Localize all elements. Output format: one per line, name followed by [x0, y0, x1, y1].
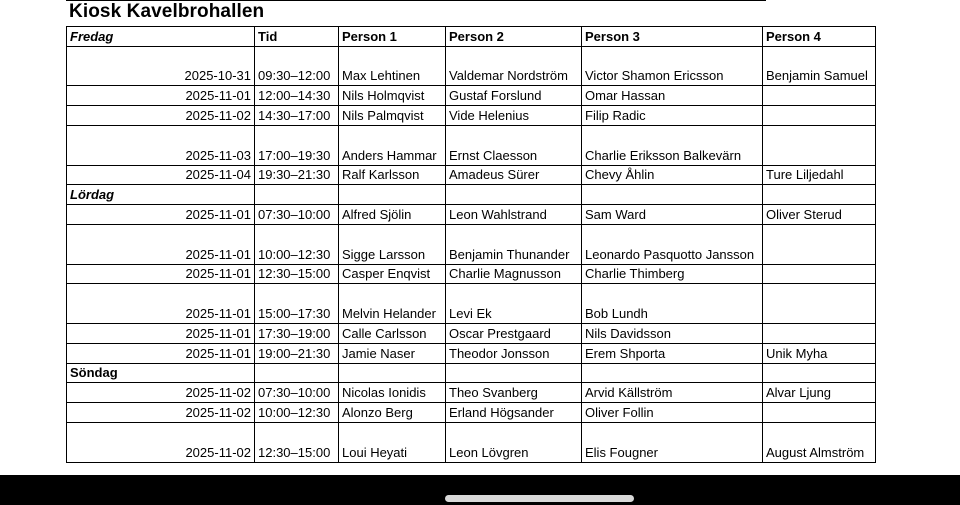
cell-person-1: Melvin Helander: [339, 284, 446, 324]
cell-person-2: Charlie Magnusson: [446, 264, 582, 284]
header-tid: Tid: [255, 27, 339, 47]
cell-date: 2025-11-01: [67, 264, 255, 284]
table-row: [67, 422, 876, 462]
cell-person-3: Erem Shporta: [582, 343, 763, 363]
cell-person-3: Elis Fougner: [582, 422, 763, 462]
cell-date: 2025-10-31: [67, 46, 255, 86]
cell-date: 2025-11-04: [67, 165, 255, 185]
table-row: [67, 403, 876, 423]
cell-person-1: Nils Palmqvist: [339, 106, 446, 126]
cell-person-3: Chevy Åhlin: [582, 165, 763, 185]
cell-person-3: Victor Shamon Ericsson: [582, 46, 763, 86]
cell-person-1: Calle Carlsson: [339, 323, 446, 343]
cell-date: 2025-11-02: [67, 106, 255, 126]
table-row: [67, 106, 876, 126]
header-row: [67, 27, 876, 47]
cell-date: 2025-11-03: [67, 125, 255, 165]
cell-person-2: Theo Svanberg: [446, 383, 582, 403]
cell-date: 2025-11-02: [67, 383, 255, 403]
day-label: Lördag: [67, 185, 255, 205]
cell-person-2: Theodor Jonsson: [446, 343, 582, 363]
cell-time: 17:00–19:30: [255, 125, 339, 165]
cell-time: 09:30–12:00: [255, 46, 339, 86]
cell-person-4: [763, 264, 876, 284]
home-indicator[interactable]: [445, 495, 634, 502]
cell-person-2: Benjamin Thunander: [446, 224, 582, 264]
table-row: [67, 383, 876, 403]
cell-time: 17:30–19:00: [255, 323, 339, 343]
cell-date: 2025-11-01: [67, 284, 255, 324]
cell-date: 2025-11-01: [67, 86, 255, 106]
cell-person-4: [763, 125, 876, 165]
cell-date: 2025-11-01: [67, 224, 255, 264]
cell-person-4: Oliver Sterud: [763, 205, 876, 225]
cell-person-3: Omar Hassan: [582, 86, 763, 106]
cell-person-3: Nils Davidsson: [582, 323, 763, 343]
cell-time: 19:00–21:30: [255, 343, 339, 363]
table-row: [67, 165, 876, 185]
cell-person-4: [763, 86, 876, 106]
table-row: [67, 323, 876, 343]
cell-person-4: August Almström: [763, 422, 876, 462]
header-person-1: Person 1: [339, 27, 446, 47]
cell-person-4: [763, 284, 876, 324]
cell-person-3: Leonardo Pasquotto Jansson: [582, 224, 763, 264]
header-person-4: Person 4: [763, 27, 876, 47]
cell-person-2: Leon Lövgren: [446, 422, 582, 462]
cell-time: 15:00–17:30: [255, 284, 339, 324]
cell-person-1: Alfred Sjölin: [339, 205, 446, 225]
table-row: [67, 284, 876, 324]
cell-person-2: Gustaf Forslund: [446, 86, 582, 106]
cell-person-3: Filip Radic: [582, 106, 763, 126]
cell-person-1: Sigge Larsson: [339, 224, 446, 264]
cell-time: 10:00–12:30: [255, 224, 339, 264]
cell-person-3: Bob Lundh: [582, 284, 763, 324]
cell-person-3: Sam Ward: [582, 205, 763, 225]
cell-person-2: Oscar Prestgaard: [446, 323, 582, 343]
cell-time: 14:30–17:00: [255, 106, 339, 126]
cell-time: 19:30–21:30: [255, 165, 339, 185]
table-row: [67, 205, 876, 225]
cell-person-1: Casper Enqvist: [339, 264, 446, 284]
cell-person-1: Nicolas Ionidis: [339, 383, 446, 403]
cell-person-2: Ernst Claesson: [446, 125, 582, 165]
day-row-lordag: [67, 185, 876, 205]
cell-person-1: Ralf Karlsson: [339, 165, 446, 185]
table-row: [67, 224, 876, 264]
cell-time: 07:30–10:00: [255, 383, 339, 403]
cell-person-1: Loui Heyati: [339, 422, 446, 462]
table-row: [67, 86, 876, 106]
cell-person-1: Nils Holmqvist: [339, 86, 446, 106]
cell-person-3: Arvid Källström: [582, 383, 763, 403]
cell-time: 07:30–10:00: [255, 205, 339, 225]
cell-person-2: Amadeus Sürer: [446, 165, 582, 185]
cell-person-1: Alonzo Berg: [339, 403, 446, 423]
day-row-sondag: [67, 363, 876, 383]
cell-person-1: Jamie Naser: [339, 343, 446, 363]
day-label: Söndag: [67, 363, 255, 383]
table-row: [67, 46, 876, 86]
cell-time: 12:00–14:30: [255, 86, 339, 106]
cell-person-2: Erland Högsander: [446, 403, 582, 423]
cell-date: 2025-11-01: [67, 205, 255, 225]
cell-person-4: [763, 106, 876, 126]
schedule-table: [66, 26, 876, 463]
header-person-3: Person 3: [582, 27, 763, 47]
cell-person-2: Levi Ek: [446, 284, 582, 324]
cell-person-1: Max Lehtinen: [339, 46, 446, 86]
table-row: [67, 125, 876, 165]
cell-person-3: Charlie Thimberg: [582, 264, 763, 284]
cell-person-4: [763, 224, 876, 264]
cell-date: 2025-11-02: [67, 422, 255, 462]
cell-person-3: Oliver Follin: [582, 403, 763, 423]
cell-person-3: Charlie Eriksson Balkevärn: [582, 125, 763, 165]
cell-person-4: Ture Liljedahl: [763, 165, 876, 185]
table-row: [67, 264, 876, 284]
header-day: Fredag: [67, 27, 255, 47]
cell-person-4: [763, 323, 876, 343]
header-person-2: Person 2: [446, 27, 582, 47]
cell-date: 2025-11-01: [67, 343, 255, 363]
cell-person-2: Valdemar Nordström: [446, 46, 582, 86]
cell-person-1: Anders Hammar: [339, 125, 446, 165]
cell-time: 12:30–15:00: [255, 264, 339, 284]
cell-date: 2025-11-01: [67, 323, 255, 343]
cell-person-2: Leon Wahlstrand: [446, 205, 582, 225]
cell-person-4: Unik Myha: [763, 343, 876, 363]
cell-time: 10:00–12:30: [255, 403, 339, 423]
cell-date: 2025-11-02: [67, 403, 255, 423]
cell-person-4: Benjamin Samuel: [763, 46, 876, 86]
page-title: Kiosk Kavelbrohallen: [69, 1, 265, 22]
cell-person-4: Alvar Ljung: [763, 383, 876, 403]
cell-person-4: [763, 403, 876, 423]
table-row: [67, 343, 876, 363]
cell-person-2: Vide Helenius: [446, 106, 582, 126]
cell-time: 12:30–15:00: [255, 422, 339, 462]
